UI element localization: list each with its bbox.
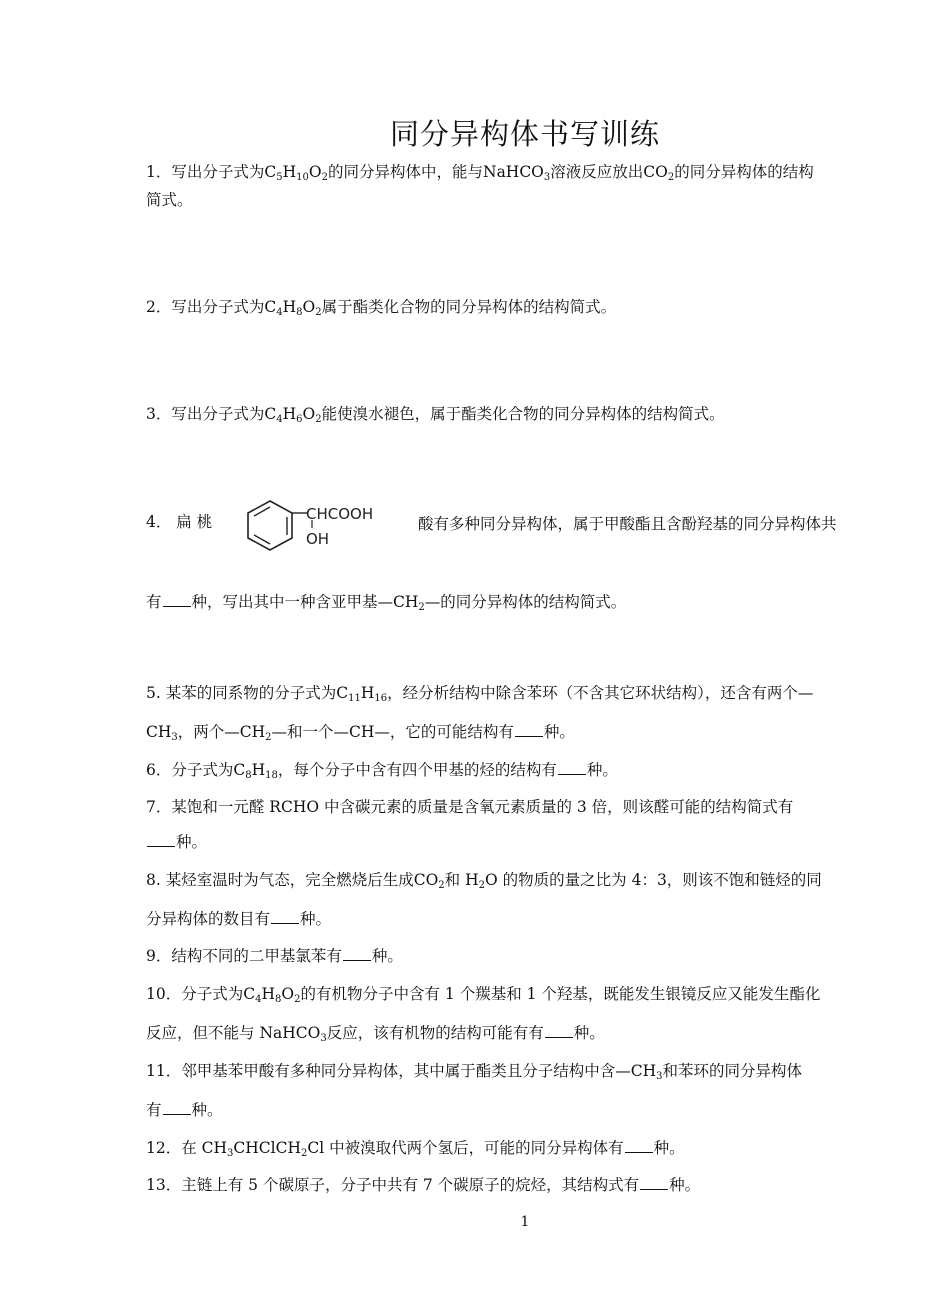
answer-blank[interactable] (163, 1100, 191, 1115)
page-title: 同分异构体书写训练 (389, 117, 660, 151)
answer-blank[interactable] (147, 832, 175, 847)
question-11-line-1: 11．邻甲基苯甲酸有多种同分异构体，其中属于酯类且分子结构中含$—CH_3$和苯环的同分异构体 (146, 1062, 802, 1082)
question-1-line-2: 简式。 (146, 191, 193, 209)
answer-blank[interactable] (640, 1175, 668, 1190)
question-2: 2．写出分子式为$C_4H_8O_2$属于酯类化合物的同分异构体的结构简式。 (146, 298, 617, 318)
question-1-line-1: 1．写出分子式为$C_5H_{10}O_2$的同分异构体中，能与NaHCO$_3$溶液反应放出$CO_2$的同分异构体的结构 (146, 163, 814, 183)
struct-bottom-label: OH (306, 530, 330, 548)
answer-blank[interactable] (343, 946, 371, 961)
question-8-line-1: 8. 某烃室温时为气态，完全燃烧后生成$CO_2$和 $H_2O$ 的物质的量之比为 4：3，则该不饱和链烃的同 (146, 871, 822, 891)
question-4-line-2: 有 种，写出其中一种含亚甲基$—CH_2—$的同分异构体的结构简式。 (146, 593, 627, 613)
question-12: 12．在 $CH_3CHClCH_2Cl$ 中被溴取代两个氢后，可能的同分异构体有 种。 (146, 1139, 685, 1159)
question-11-line-2: 有 种。 (146, 1101, 223, 1119)
answer-blank[interactable] (271, 909, 299, 924)
answer-blank[interactable] (515, 722, 543, 737)
page-number: 1 (520, 1214, 530, 1230)
question-4-prefix: 4． 扁 桃 (146, 513, 213, 531)
question-4-line-1: 酸有多种同分异构体，属于甲酸酯且含酚羟基的同分异构体共 (418, 515, 837, 533)
question-7-line-2: 种。 (146, 832, 906, 852)
answer-blank[interactable] (625, 1138, 653, 1153)
question-10-line-2: 反应，但不能与 NaHCO$_3$反应，该有机物的结构可能有有 种。 (146, 1024, 605, 1044)
question-10-line-1: 10．分子式为$C_4H_8O_2$的有机物分子中含有 1 个羰基和 1 个羟基，既能发生银镜反应又能发生酯化 (146, 985, 821, 1005)
benzene-ring-icon (242, 498, 402, 554)
question-3: 3．写出分子式为$C_4H_6O_2$能使溴水褪色，属于酯类化合物的同分异构体的结构简式。 (146, 405, 725, 425)
mandelic-acid-structure (242, 498, 402, 554)
question-13: 13．主链上有 5 个碳原子，分子中共有 7 个碳原子的烷烃，其结构式有 种。 (146, 1176, 701, 1194)
question-5-line-2: $CH_3$，两个$—CH_2—$和一个—CH—，它的可能结构有 种。 (146, 723, 575, 743)
question-9: 9．结构不同的二甲基氯苯有 种。 (146, 947, 403, 965)
struct-top-label: CHCOOH (306, 505, 374, 523)
answer-blank[interactable] (163, 592, 191, 607)
question-6: 6．分子式为$C_8H_{18}$，每个分子中含有四个甲基的烃的结构有 种。 (146, 761, 618, 781)
question-5-line-1: 5. 某苯的同系物的分子式为$C_{11}H_{16}$，经分析结构中除含苯环（不含其它环状结构），还含有两个— (146, 684, 814, 704)
answer-blank[interactable] (558, 760, 586, 775)
question-8-line-2: 分异构体的数目有 种。 (146, 910, 332, 928)
answer-blank[interactable] (545, 1023, 573, 1038)
question-7-line-1: 7．某饱和一元醛 RCHO 中含碳元素的质量是含氧元素质量的 3 倍，则该醛可能的结构简式有 (146, 798, 794, 816)
